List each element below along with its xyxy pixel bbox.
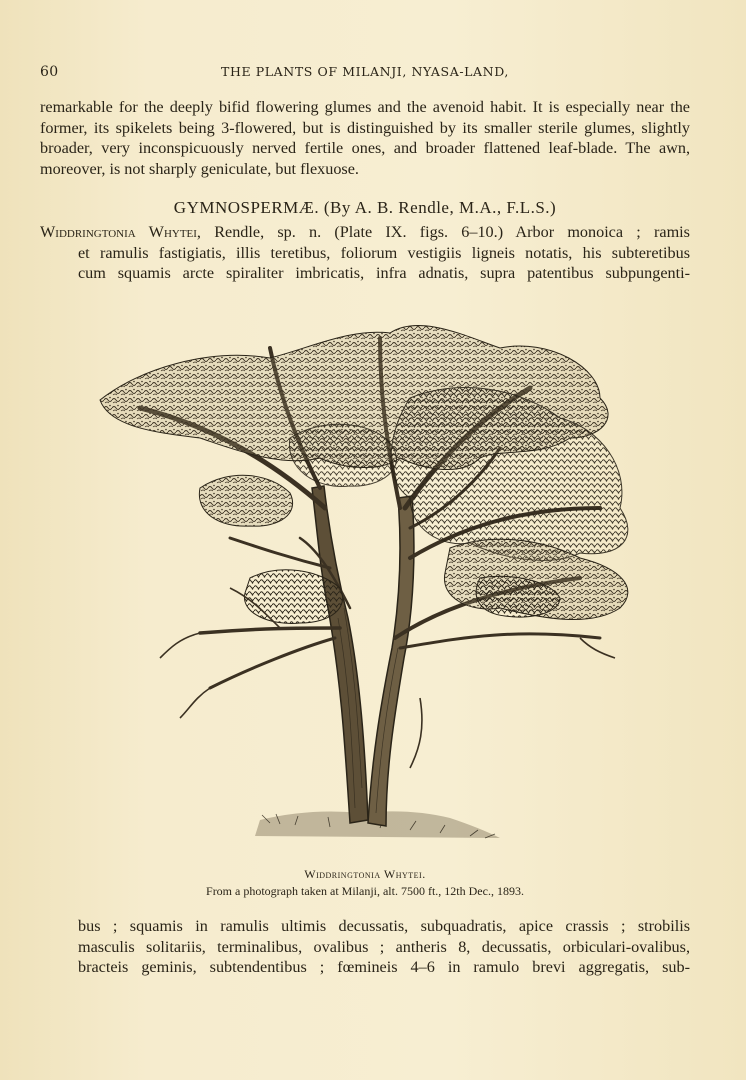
- species-name: Widdringtonia Whytei,: [40, 223, 201, 241]
- species-line-1: [40, 222, 690, 243]
- intro-paragraph: remarkable for the deeply bifid flowering glumes and the avenoid habit. It is especially near the former, its spikelets being 3-flowered, but is distinguished by its smaller sterile glumes, slightly broader, very inconspicuously nerved fertile ones, and broader flattened leaf-blade. The awn, moreover, is not sharply geniculate, but flexuose.: [40, 98, 690, 178]
- tree-illustration: [80, 308, 660, 868]
- closing-line-1: bus ; squamis in ramulis ultimis decussatis, subquadratis, apice crassis ; strobilis: [78, 917, 690, 935]
- closing-line-3: bracteis geminis, subtendentibus ; fœmineis 4–6 in ramulo brevi aggregatis, sub-: [78, 958, 690, 976]
- figure-caption-name: Widdringtonia Whytei.: [304, 867, 426, 881]
- section-title: GYMNOSPERMÆ. (By A. B. Rendle, M.A., F.L.S.): [173, 198, 557, 217]
- figure-caption-source: From a photograph taken at Milanji, alt. 7500 ft., 12th Dec., 1893.: [206, 884, 524, 898]
- species-description: [40, 222, 690, 284]
- page-number: 60: [40, 64, 59, 80]
- tree-engraving-icon: [80, 308, 660, 868]
- closing-line-2: masculis solitariis, terminalibus, ovalibus ; antheris 8, decussatis, orbiculari-ovalibus,: [78, 937, 690, 956]
- running-title: THE PLANTS OF MILANJI, NYASA-LAND,: [221, 64, 509, 79]
- species-line-1-text: Rendle, sp. n. (Plate IX. figs. 6–10.) Arbor monoica ; ramis: [200, 223, 690, 241]
- page-header: [40, 64, 690, 84]
- closing-paragraph: [78, 916, 690, 978]
- species-line-2: et ramulis fastigiatis, illis teretibus, foliorum vestigiis ligneis notatis, his subteretibus: [78, 243, 690, 262]
- species-line-3: cum squamis arcte spiraliter imbricatis, infra adnatis, supra patentibus subpungenti-: [78, 264, 690, 282]
